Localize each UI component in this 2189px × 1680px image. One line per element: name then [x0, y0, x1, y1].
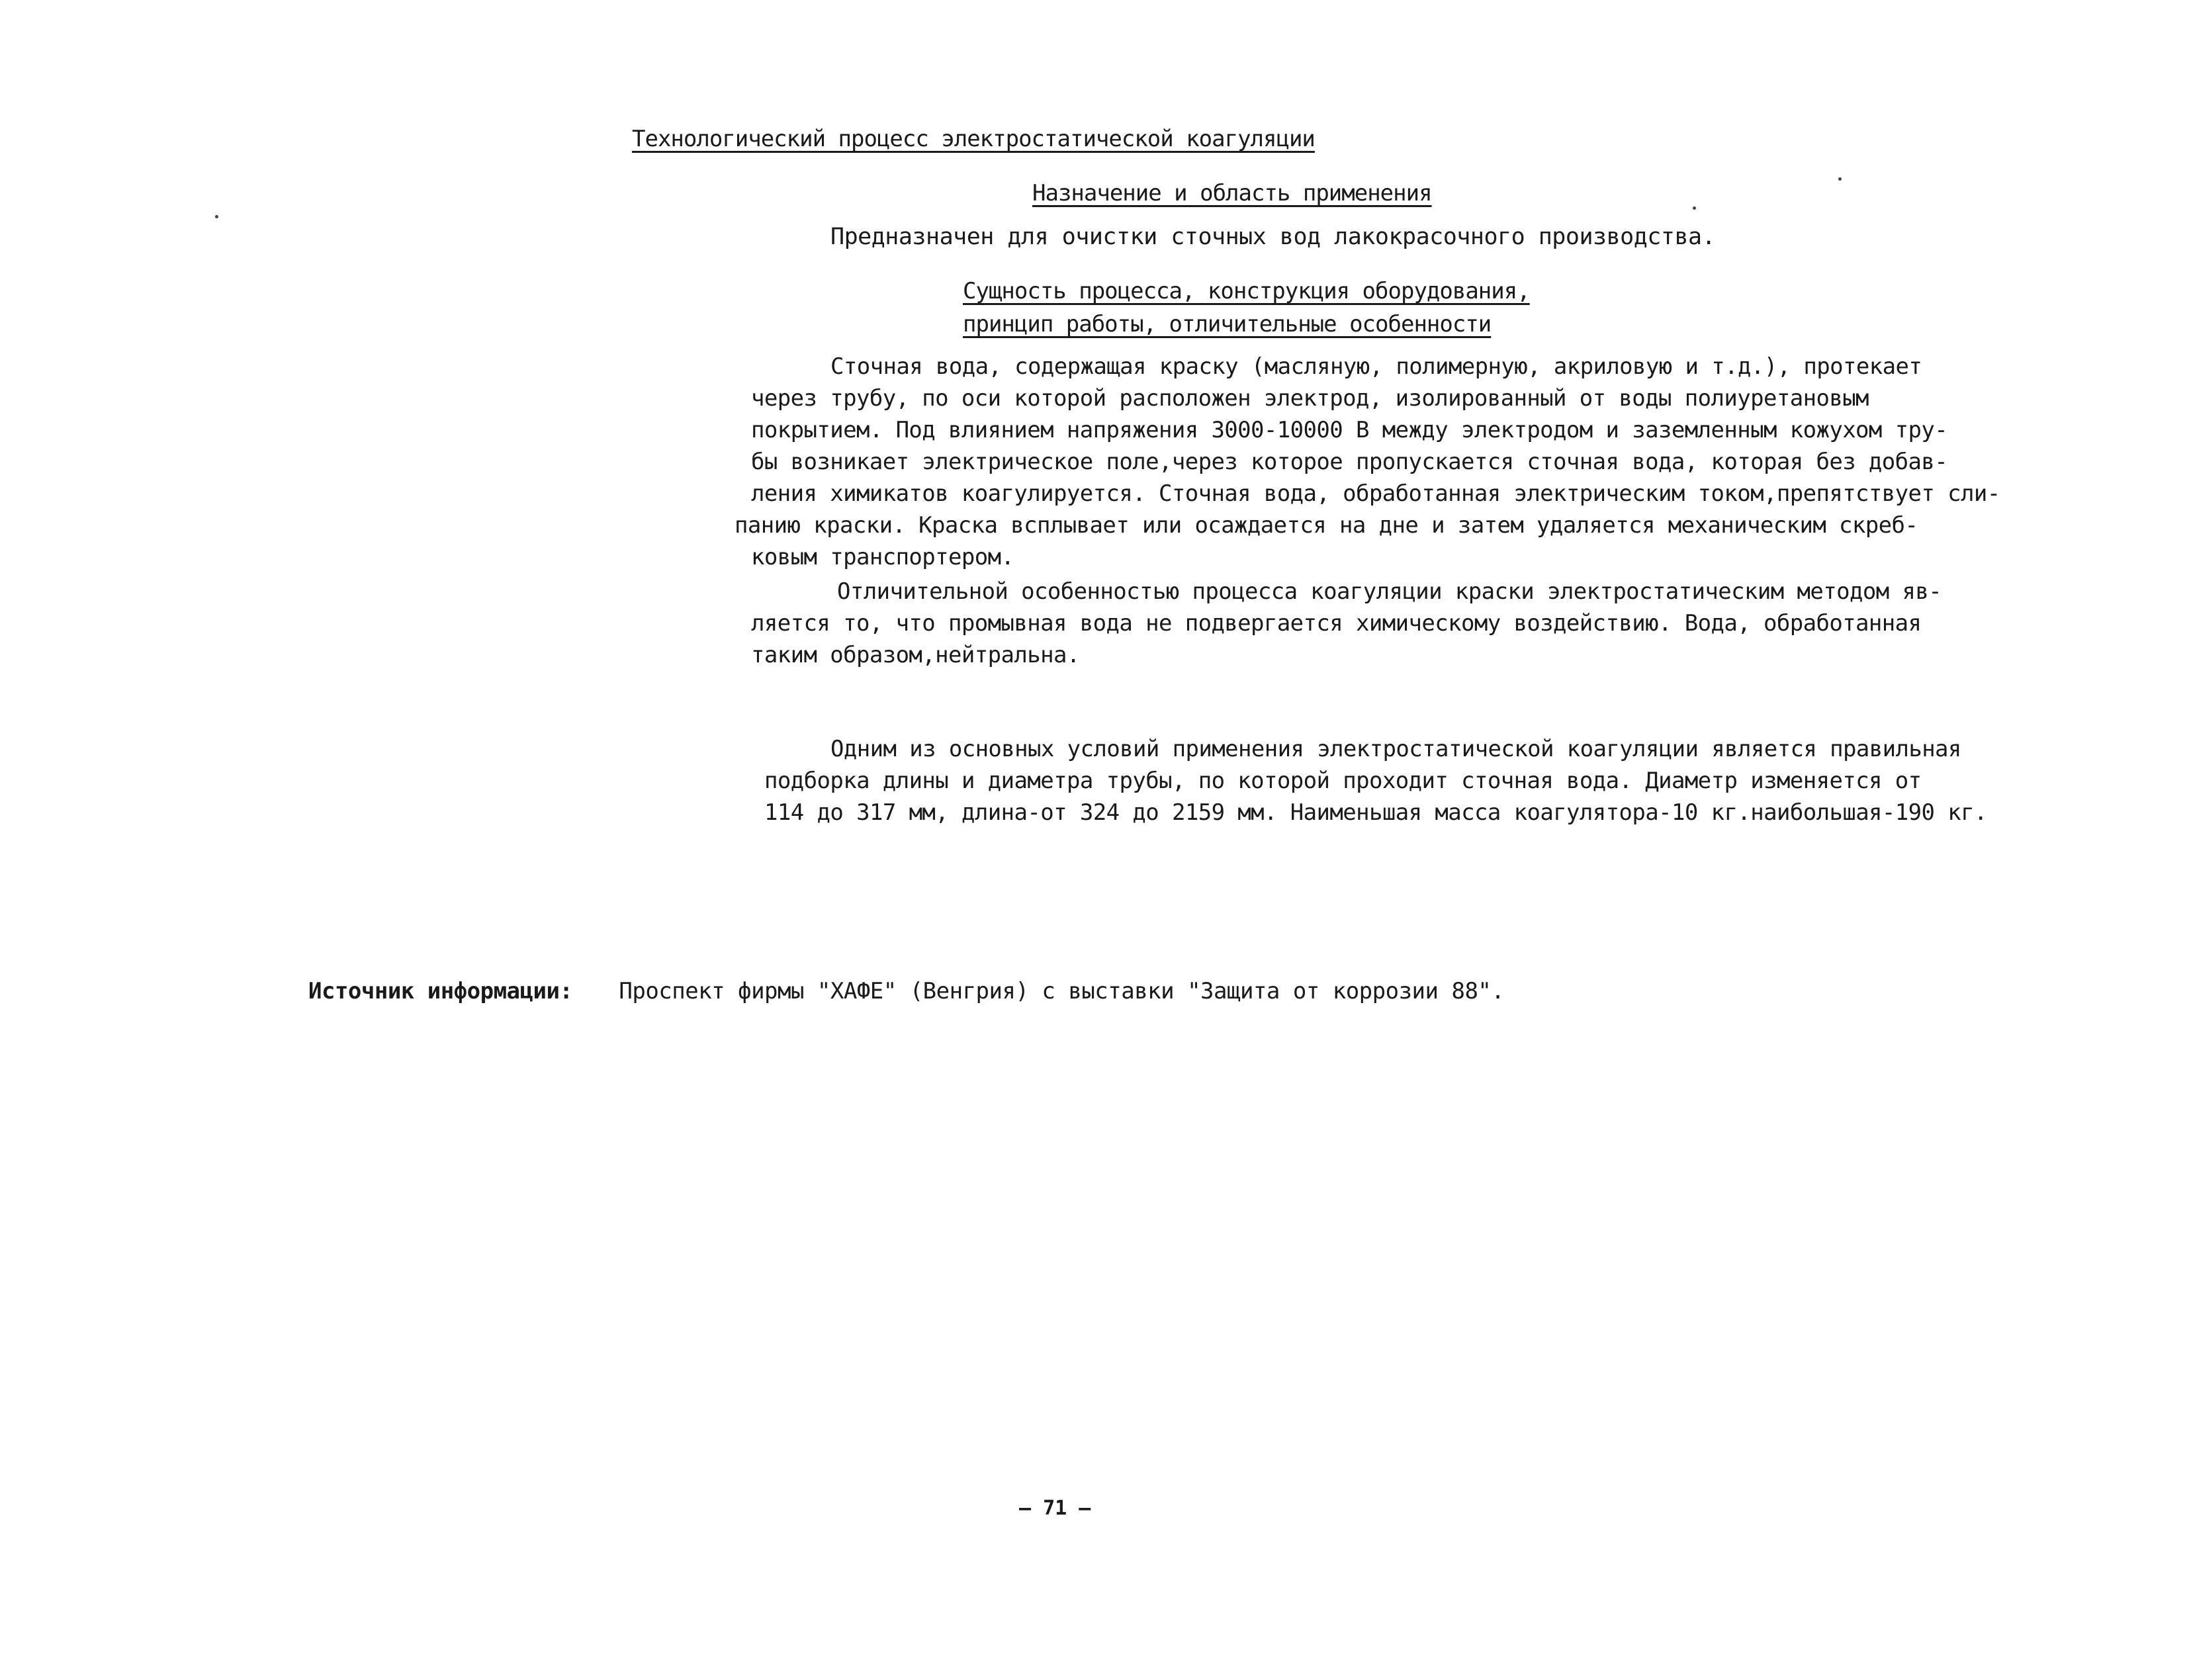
text-line: подборка длины и диаметра трубы, по которой проходит сточная вода. Диаметр изменяется от [764, 768, 1922, 794]
purpose-heading: Назначение и область применения [1032, 180, 1432, 206]
text-line: таким образом,нейтральна. [751, 642, 1080, 668]
text-line: через трубу, по оси которой расположен электрод, изолированный от воды полиуретановым [751, 385, 1869, 412]
essence-heading-line2: принцип работы, отличительные особенности [963, 311, 1492, 337]
essence-heading-line1: Сущность процесса, конструкция оборудования, [963, 278, 1530, 304]
text-line: Отличительной особенностью процесса коагуляции краски электростатическим методом яв- [837, 578, 1942, 605]
source-text: Проспект фирмы "ХАФЕ" (Венгрия) с выставки "Защита от коррозии 88". [619, 978, 1505, 1004]
page-number: — 71 — [1019, 1497, 1091, 1520]
source-label: Источник информации: [308, 978, 573, 1004]
text-line: ляется то, что промывная вода не подвергается химическому воздействию. Вода, обработанная [751, 610, 1922, 637]
text-line: ковым транспортером. [751, 544, 1014, 570]
source-line [308, 978, 1504, 1004]
text-line: Сточная вода, содержащая краску (масляную, полимерную, акриловую и т.д.), протекает [830, 353, 1922, 380]
text-line: ления химикатов коагулируется. Сточная вода, обработанная электрическим током,препятствует сли- [751, 480, 2000, 507]
scan-speck [1838, 177, 1842, 181]
text-line: 114 до 317 мм, длина-от 324 до 2159 мм. Наименьшая масса коагулятора-10 кг.наибольшая-190 кг. [764, 799, 1987, 826]
text-line: бы возникает электрическое поле,через которое пропускается сточная вода, которая без добав- [751, 449, 1948, 475]
purpose-text: Предназначен для очистки сточных вод лакокрасочного производства. [830, 224, 1716, 250]
scan-speck [1693, 206, 1696, 210]
text-line: панию краски. Краска всплывает или осаждается на дне и затем удаляется механическим скреб- [735, 512, 1918, 539]
page-title: Технологический процесс электростатической коагуляции [632, 126, 1315, 152]
text-line: Одним из основных условий применения электростатической коагуляции является правильная [830, 736, 1961, 762]
scan-speck [215, 215, 218, 218]
text-line: покрытием. Под влиянием напряжения 3000-10000 В между электродом и заземленным кожухом тру- [751, 417, 1948, 443]
